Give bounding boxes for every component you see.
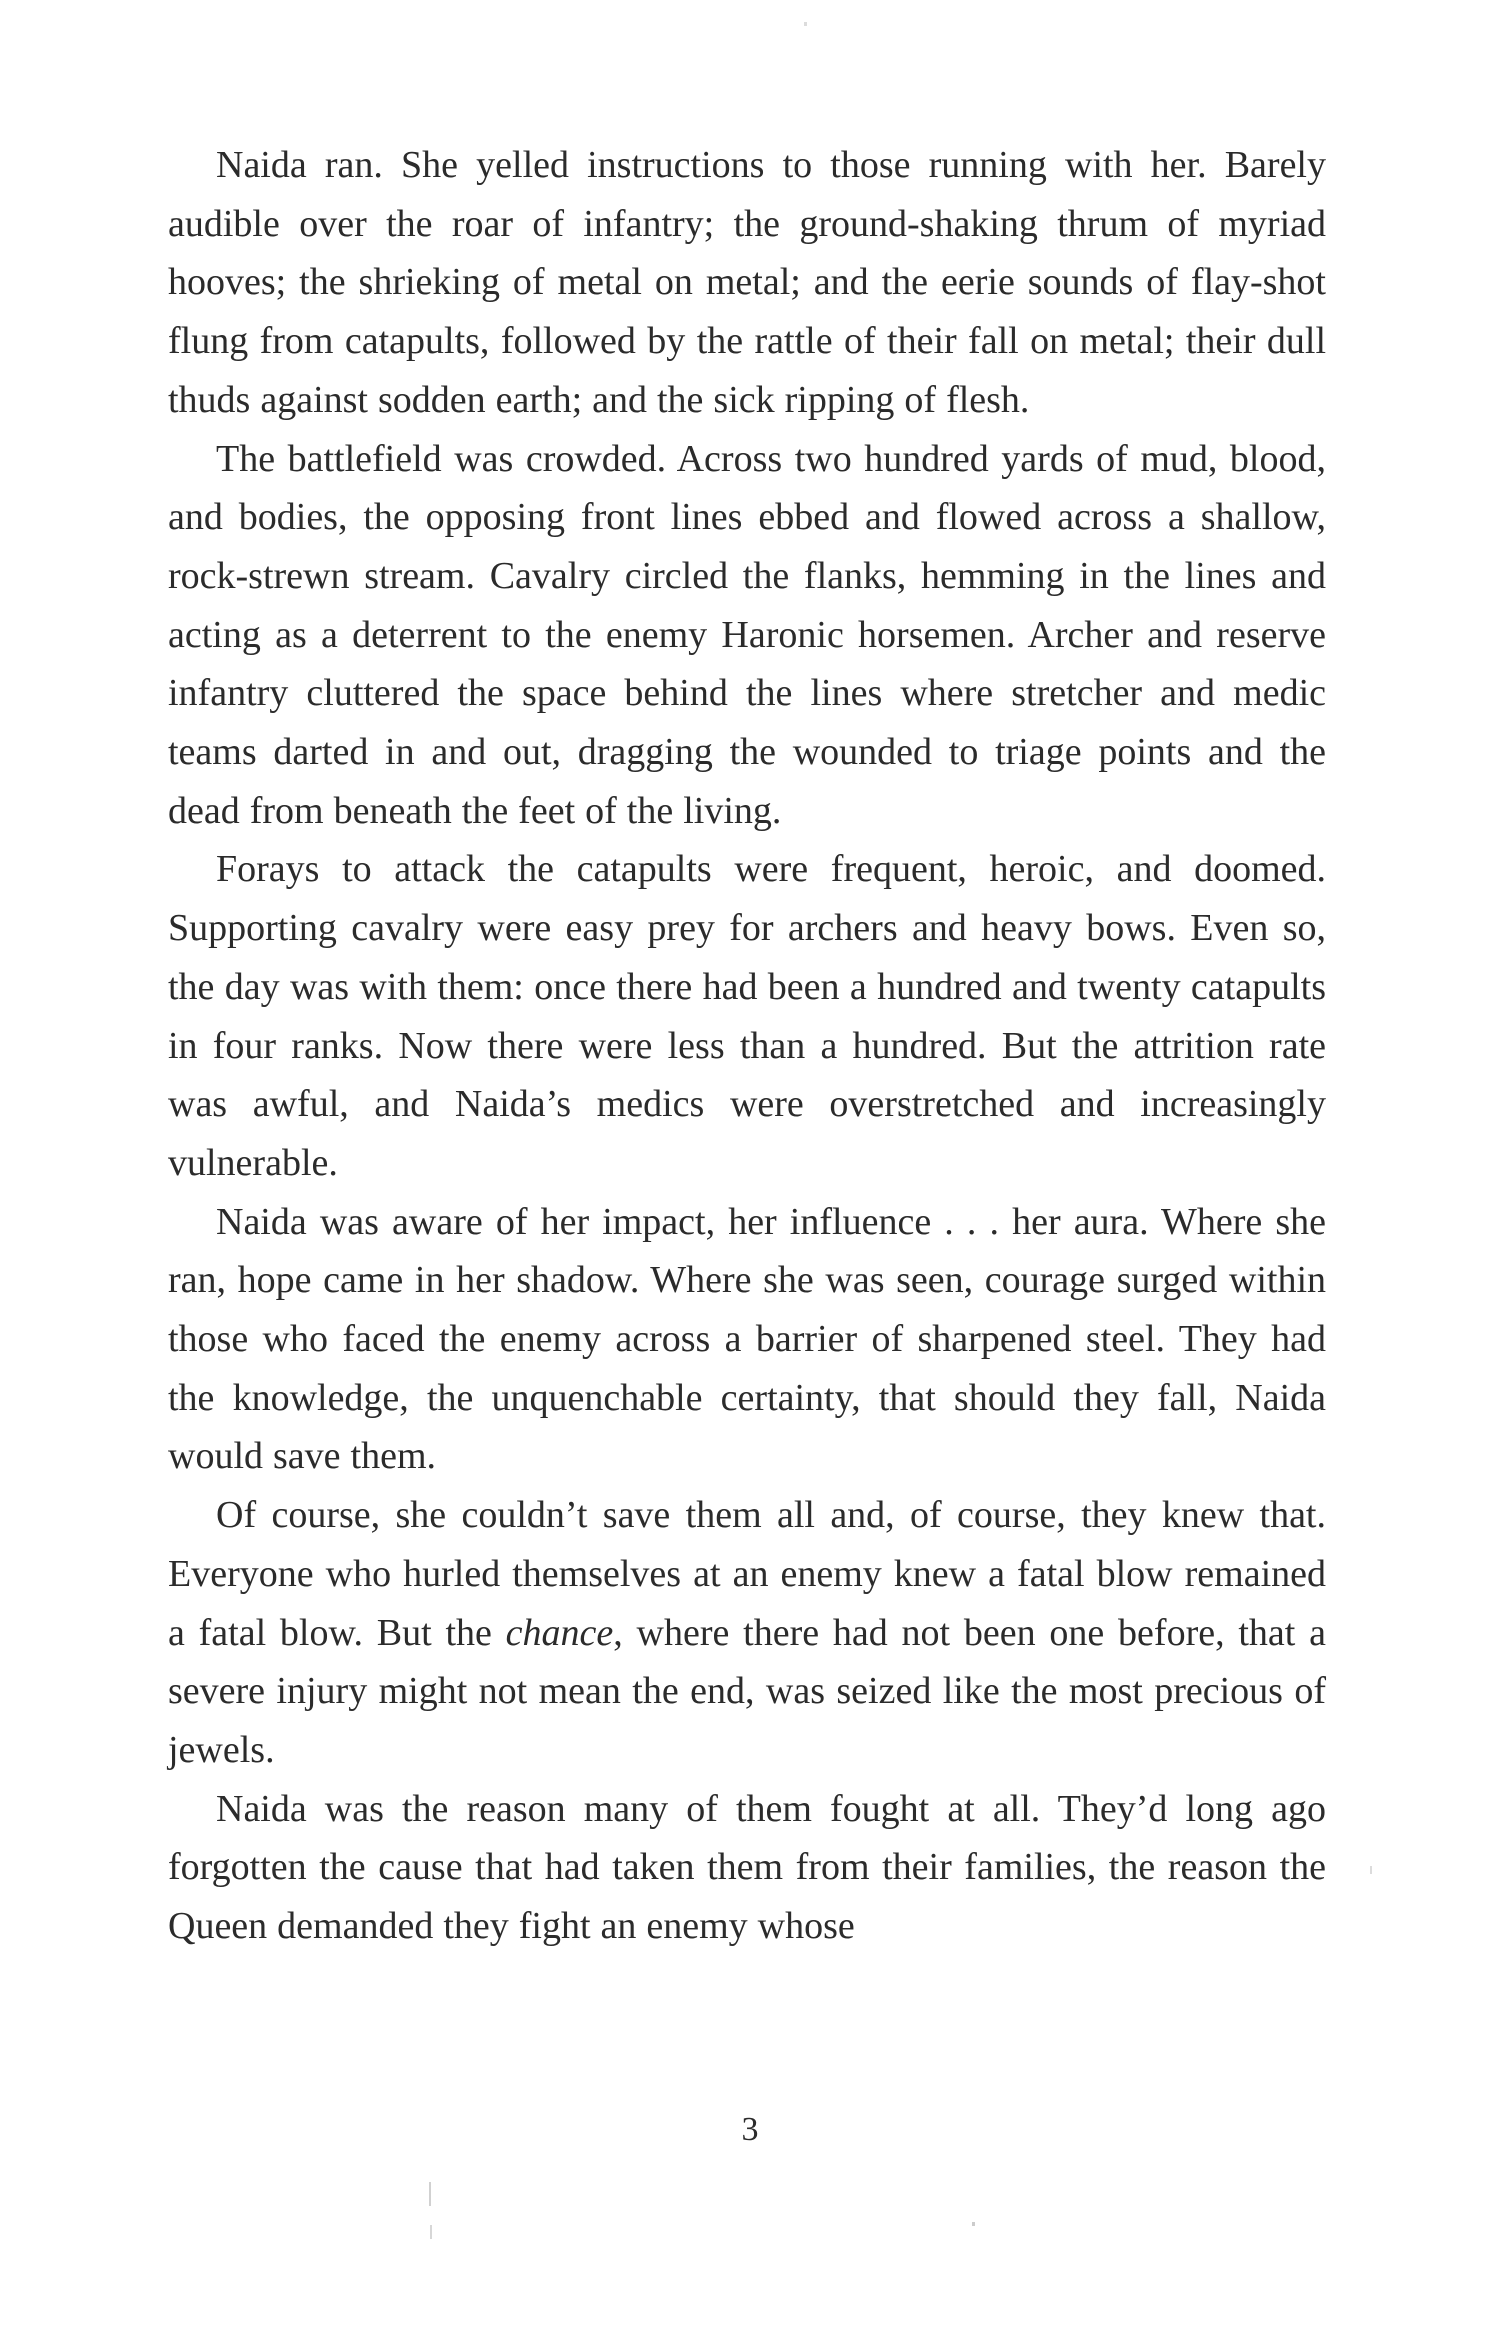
scan-speck <box>1370 1866 1372 1874</box>
emphasis-chance: chance <box>505 1611 614 1654</box>
paragraph-6: Naida was the reason many of them fought at all. They’d long ago forgotten the cause that had taken them from their families, the reason the Queen demanded they fight an enemy whose <box>168 1787 1326 1948</box>
scan-speck <box>804 22 807 26</box>
scan-speck <box>430 2225 432 2239</box>
body-text <box>168 136 1326 1956</box>
paragraph-3: Forays to attack the catapults were frequent, heroic, and doomed. Supporting cavalry were easy prey for archers and heavy bows. Even so, the day was with them: once there had been a hundred and twenty catapults in four ranks. Now there were less than a hundred. But the attrition rate was awful, and Naida’s medics were overstretched and increasingly vulnerable. <box>168 848 1326 1184</box>
scan-speck <box>429 2182 431 2206</box>
paragraph-1: Naida ran. She yelled instructions to those running with her. Barely audible over the roar of infantry; the ground-shaking thrum of myriad hooves; the shrieking of metal on metal; and the eerie sounds of flay-shot flung from catapults, followed by the rattle of their fall on metal; their dull thuds against sodden earth; and the sick ripping of flesh. <box>168 144 1326 421</box>
scan-speck <box>972 2222 975 2226</box>
paragraph-5-before: Of course, she couldn’t save them all and, of course, they knew that. Everyone who hurled themselves at an enemy knew a fatal blow remained a fatal blow. But the <box>168 1494 1326 1654</box>
paragraph-2: The battlefield was crowded. Across two hundred yards of mud, blood, and bodies, the opposing front lines ebbed and flowed across a shallow, rock-strewn stream. Cavalry circled the flanks, hemming in the lines and acting as a deterrent to the enemy Haronic horsemen. Archer and reserve infantry cluttered the space behind the lines where stretcher and medic teams darted in and out, dragging the wounded to triage points and the dead from beneath the feet of the living. <box>168 437 1326 832</box>
paragraph-5 <box>168 1486 1326 1780</box>
page-number: 3 <box>741 2111 759 2148</box>
paragraph-4: Naida was aware of her impact, her influence . . . her aura. Where she ran, hope came in her shadow. Where she was seen, courage surged within those who faced the enemy across a barrier of sharpened steel. They had the knowledge, the unquenchable certainty, that should they fall, Naida would save them. <box>168 1200 1326 1478</box>
paragraph-5-after: , where there had not been one before, that a severe injury might not mean the end, was seized like the most precious of jewels. <box>168 1611 1327 1771</box>
